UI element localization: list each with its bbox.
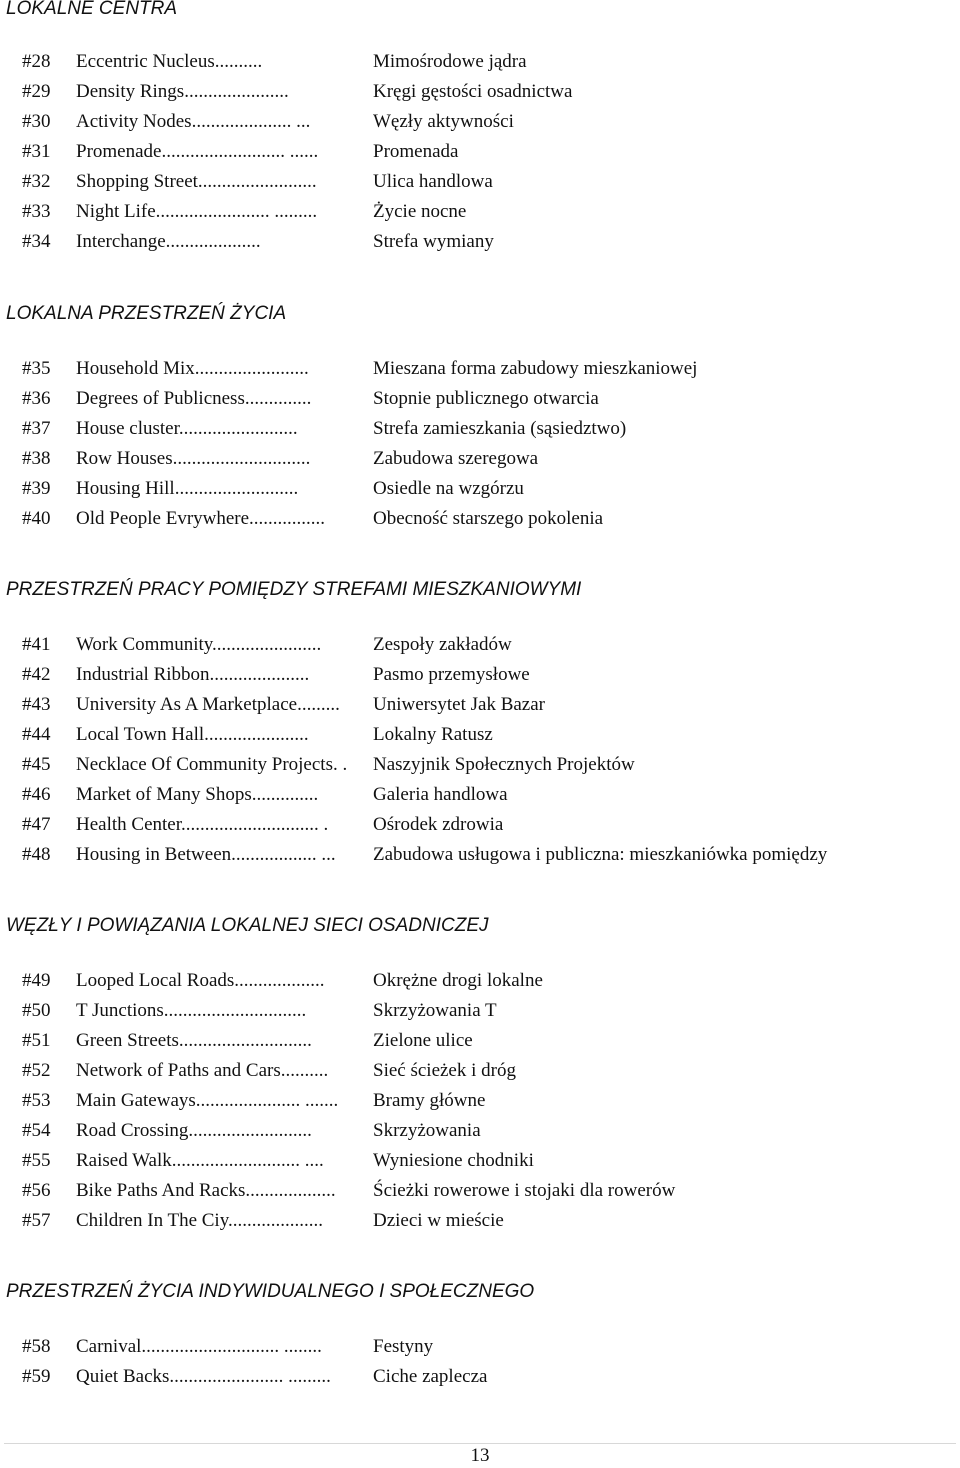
pattern-entry bbox=[0, 723, 960, 753]
pattern-name-polish: Skrzyżowania bbox=[373, 1120, 481, 1141]
pattern-entry bbox=[0, 357, 960, 387]
pattern-number: #46 bbox=[22, 784, 51, 805]
pattern-entry bbox=[0, 813, 960, 843]
pattern-number: #42 bbox=[22, 664, 51, 685]
pattern-name-polish: Uniwersytet Jak Bazar bbox=[373, 694, 545, 715]
pattern-name-polish: Osiedle na wzgórzu bbox=[373, 478, 524, 499]
pattern-number: #35 bbox=[22, 358, 51, 379]
section-title: WĘZŁY I POWIĄZANIA LOKALNEJ SIECI OSADNICZEJ bbox=[6, 915, 489, 936]
pattern-number: #45 bbox=[22, 754, 51, 775]
pattern-number: #40 bbox=[22, 508, 51, 529]
pattern-number: #53 bbox=[22, 1090, 51, 1111]
pattern-entry bbox=[0, 1029, 960, 1059]
pattern-name-english: Shopping Street......................... bbox=[76, 171, 317, 192]
pattern-number: #37 bbox=[22, 418, 51, 439]
pattern-entry bbox=[0, 140, 960, 170]
pattern-name-polish: Naszyjnik Społecznych Projektów bbox=[373, 754, 635, 775]
pattern-name-polish: Okrężne drogi lokalne bbox=[373, 970, 543, 991]
pattern-number: #51 bbox=[22, 1030, 51, 1051]
pattern-number: #44 bbox=[22, 724, 51, 745]
pattern-entry bbox=[0, 80, 960, 110]
pattern-entry bbox=[0, 1089, 960, 1119]
pattern-name-english: Road Crossing.......................... bbox=[76, 1120, 312, 1141]
pattern-name-polish: Zabudowa usługowa i publiczna: mieszkaniówka pomiędzy bbox=[373, 844, 828, 865]
pattern-name-english: Activity Nodes..................... ... bbox=[76, 111, 311, 132]
pattern-number: #49 bbox=[22, 970, 51, 991]
pattern-number: #48 bbox=[22, 844, 51, 865]
pattern-entry bbox=[0, 1149, 960, 1179]
pattern-entry bbox=[0, 1179, 960, 1209]
section-title: PRZESTRZEŃ ŻYCIA INDYWIDUALNEGO I SPOŁECZNEGO bbox=[6, 1281, 535, 1302]
section-title: PRZESTRZEŃ PRACY POMIĘDZY STREFAMI MIESZKANIOWYMI bbox=[6, 579, 582, 600]
pattern-name-polish: Promenada bbox=[373, 141, 459, 162]
pattern-number: #34 bbox=[22, 231, 51, 252]
pattern-name-polish: Strefa wymiany bbox=[373, 231, 494, 252]
pattern-entry bbox=[0, 200, 960, 230]
page-number: 13 bbox=[470, 1445, 490, 1466]
section-title: LOKALNE CENTRA bbox=[6, 0, 178, 19]
pattern-name-polish: Ścieżki rowerowe i stojaki dla rowerów bbox=[373, 1180, 676, 1201]
pattern-entry bbox=[0, 477, 960, 507]
pattern-name-english: Degrees of Publicness.............. bbox=[76, 388, 312, 409]
pattern-entry bbox=[0, 110, 960, 140]
pattern-name-polish: Galeria handlowa bbox=[373, 784, 508, 805]
pattern-number: #58 bbox=[22, 1336, 51, 1357]
pattern-name-polish: Mimośrodowe jądra bbox=[373, 51, 527, 72]
pattern-number: #50 bbox=[22, 1000, 51, 1021]
pattern-name-english: Eccentric Nucleus.......... bbox=[76, 51, 263, 72]
pattern-name-english: T Junctions.............................. bbox=[76, 1000, 307, 1021]
pattern-entry bbox=[0, 1209, 960, 1239]
pattern-name-polish: Życie nocne bbox=[373, 201, 467, 222]
pattern-name-english: Looped Local Roads................... bbox=[76, 970, 325, 991]
pattern-name-english: Network of Paths and Cars.......... bbox=[76, 1060, 329, 1081]
pattern-name-english: Bike Paths And Racks................... bbox=[76, 1180, 336, 1201]
pattern-name-polish: Festyny bbox=[373, 1336, 434, 1357]
pattern-entry bbox=[0, 753, 960, 783]
pattern-number: #28 bbox=[22, 51, 51, 72]
pattern-name-english: Work Community....................... bbox=[76, 634, 322, 655]
pattern-name-polish: Ulica handlowa bbox=[373, 171, 493, 192]
pattern-number: #38 bbox=[22, 448, 51, 469]
pattern-name-english: Health Center............................. . bbox=[76, 814, 329, 835]
pattern-entry bbox=[0, 230, 960, 260]
pattern-name-english: Carnival............................. ........ bbox=[76, 1336, 322, 1357]
pattern-name-english: Main Gateways...................... ....... bbox=[76, 1090, 339, 1111]
section-title: LOKALNA PRZESTRZEŃ ŻYCIA bbox=[6, 303, 287, 324]
pattern-entry bbox=[0, 633, 960, 663]
pattern-name-english: Night Life........................ ......... bbox=[76, 201, 318, 222]
pattern-name-polish: Skrzyżowania T bbox=[373, 1000, 497, 1021]
pattern-entry bbox=[0, 417, 960, 447]
pattern-number: #55 bbox=[22, 1150, 51, 1171]
pattern-name-polish: Wyniesione chodniki bbox=[373, 1150, 534, 1171]
pattern-entry bbox=[0, 969, 960, 999]
pattern-name-polish: Ciche zaplecza bbox=[373, 1366, 488, 1387]
pattern-name-english: Local Town Hall...................... bbox=[76, 724, 309, 745]
pattern-name-polish: Zespoły zakładów bbox=[373, 634, 512, 655]
pattern-name-english: Green Streets............................ bbox=[76, 1030, 312, 1051]
pattern-number: #31 bbox=[22, 141, 51, 162]
pattern-number: #29 bbox=[22, 81, 51, 102]
pattern-entry bbox=[0, 170, 960, 200]
pattern-name-english: Industrial Ribbon..................... bbox=[76, 664, 310, 685]
pattern-entry bbox=[0, 999, 960, 1029]
pattern-number: #59 bbox=[22, 1366, 51, 1387]
pattern-name-polish: Mieszana forma zabudowy mieszkaniowej bbox=[373, 358, 698, 379]
pattern-name-polish: Dzieci w mieście bbox=[373, 1210, 504, 1231]
pattern-name-english: Promenade.......................... ...... bbox=[76, 141, 319, 162]
pattern-number: #56 bbox=[22, 1180, 51, 1201]
pattern-name-polish: Obecność starszego pokolenia bbox=[373, 508, 604, 529]
pattern-number: #47 bbox=[22, 814, 51, 835]
pattern-number: #36 bbox=[22, 388, 51, 409]
pattern-entry bbox=[0, 663, 960, 693]
pattern-entry bbox=[0, 1365, 960, 1395]
pattern-entry bbox=[0, 693, 960, 723]
pattern-number: #30 bbox=[22, 111, 51, 132]
pattern-name-english: Housing Hill.......................... bbox=[76, 478, 299, 499]
pattern-name-polish: Sieć ścieżek i dróg bbox=[373, 1060, 516, 1081]
pattern-entry bbox=[0, 1119, 960, 1149]
pattern-entry bbox=[0, 50, 960, 80]
pattern-number: #33 bbox=[22, 201, 51, 222]
pattern-number: #43 bbox=[22, 694, 51, 715]
pattern-number: #52 bbox=[22, 1060, 51, 1081]
pattern-name-polish: Bramy główne bbox=[373, 1090, 486, 1111]
pattern-name-english: Old People Evrywhere................ bbox=[76, 508, 326, 529]
pattern-name-english: Market of Many Shops.............. bbox=[76, 784, 319, 805]
pattern-number: #57 bbox=[22, 1210, 51, 1231]
pattern-entry bbox=[0, 1059, 960, 1089]
pattern-number: #32 bbox=[22, 171, 51, 192]
pattern-number: #39 bbox=[22, 478, 51, 499]
pattern-name-polish: Stopnie publicznego otwarcia bbox=[373, 388, 599, 409]
pattern-name-polish: Zielone ulice bbox=[373, 1030, 473, 1051]
pattern-name-english: Children In The Ciy.................... bbox=[76, 1210, 323, 1231]
pattern-name-polish: Zabudowa szeregowa bbox=[373, 448, 539, 469]
pattern-number: #54 bbox=[22, 1120, 51, 1141]
pattern-entry bbox=[0, 1335, 960, 1365]
pattern-name-english: Raised Walk........................... .... bbox=[76, 1150, 324, 1171]
pattern-entry bbox=[0, 507, 960, 537]
pattern-name-english: University As A Marketplace......... bbox=[76, 694, 340, 715]
pattern-entry bbox=[0, 387, 960, 417]
pattern-name-english: Housing in Between.................. ... bbox=[76, 844, 336, 865]
pattern-name-polish: Kręgi gęstości osadnictwa bbox=[373, 81, 573, 102]
pattern-name-polish: Lokalny Ratusz bbox=[373, 724, 493, 745]
pattern-name-english: Interchange.................... bbox=[76, 231, 261, 252]
pattern-name-polish: Ośrodek zdrowia bbox=[373, 814, 504, 835]
pattern-name-english: Quiet Backs........................ ......... bbox=[76, 1366, 331, 1387]
pattern-name-polish: Pasmo przemysłowe bbox=[373, 664, 530, 685]
pattern-name-english: Density Rings...................... bbox=[76, 81, 289, 102]
pattern-name-polish: Strefa zamieszkania (sąsiedztwo) bbox=[373, 418, 627, 439]
pattern-name-english: House cluster......................... bbox=[76, 418, 298, 439]
pattern-number: #41 bbox=[22, 634, 51, 655]
pattern-name-english: Row Houses............................. bbox=[76, 448, 311, 469]
pattern-name-english: Necklace Of Community Projects. . bbox=[76, 754, 348, 775]
pattern-entry bbox=[0, 783, 960, 813]
pattern-name-english: Household Mix........................ bbox=[76, 358, 309, 379]
pattern-name-polish: Węzły aktywności bbox=[373, 111, 514, 132]
pattern-entry bbox=[0, 447, 960, 477]
pattern-entry bbox=[0, 843, 960, 873]
